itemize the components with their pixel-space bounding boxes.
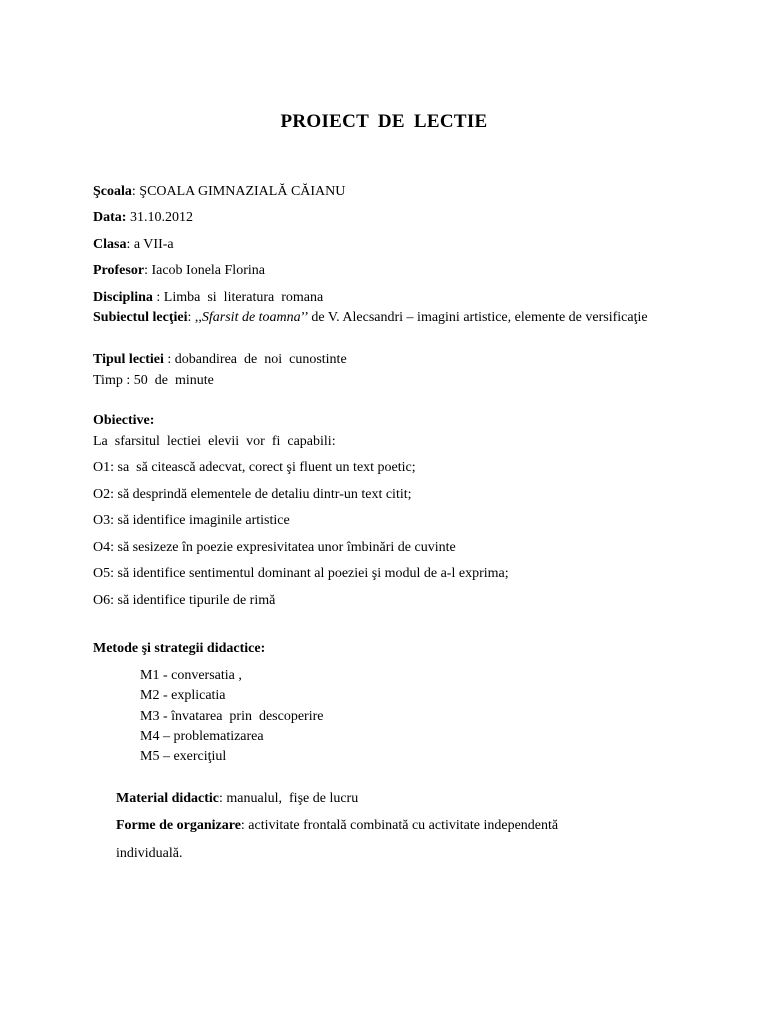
obiectiv-item: O5: să identifice sentimentul dominant al poeziei şi modul de a-l exprima; bbox=[93, 566, 509, 581]
scoala-label: Şcoala bbox=[93, 184, 132, 199]
data-value: 31.10.2012 bbox=[126, 210, 193, 225]
tip-value: : dobandirea de noi cunostinte bbox=[163, 352, 347, 367]
obiectiv-item: O3: să identifice imaginile artistice bbox=[93, 513, 290, 528]
scoala-value: : ŞCOALA GIMNAZIALĂ CĂIANU bbox=[131, 184, 346, 199]
scoala-line bbox=[93, 183, 345, 201]
metoda-item: M3 - învatarea prin descoperire bbox=[140, 709, 324, 724]
obiective-intro: La sfarsitul lectiei elevii vor fi capabili: bbox=[93, 434, 336, 449]
subiect-prefix: : ,, bbox=[187, 310, 202, 325]
subiect-label: Subiectul lecţiei bbox=[93, 310, 188, 325]
forme-label: Forme de organizare bbox=[116, 818, 241, 833]
disciplina-label: Disciplina bbox=[93, 290, 153, 305]
profesor-label: Profesor bbox=[93, 263, 145, 278]
profesor-line bbox=[93, 262, 265, 280]
clasa-label: Clasa bbox=[93, 237, 127, 252]
forme-line bbox=[116, 817, 558, 835]
disciplina-value: : Limba si literatura romana bbox=[152, 290, 324, 305]
obiectiv-item: O1: sa să citească adecvat, corect şi fluent un text poetic; bbox=[93, 460, 416, 475]
material-value: : manualul, fişe de lucru bbox=[219, 791, 359, 806]
data-label: Data: bbox=[93, 210, 127, 225]
metoda-item: M5 – exerciţiul bbox=[140, 749, 227, 764]
obiective-heading: Obiective: bbox=[93, 413, 155, 428]
data-line bbox=[93, 209, 193, 227]
obiectiv-item: O4: să sesizeze în poezie expresivitatea unor îmbinări de cuvinte bbox=[93, 540, 456, 555]
material-line bbox=[116, 790, 358, 808]
timp-line: Timp : 50 de minute bbox=[93, 373, 214, 388]
metoda-item: M1 - conversatia , bbox=[140, 668, 242, 683]
disciplina-line bbox=[93, 289, 323, 307]
document-title: PROIECT DE LECTIE bbox=[280, 111, 488, 132]
forme-value: : activitate frontală combinată cu activitate independentă bbox=[240, 818, 559, 833]
clasa-line bbox=[93, 236, 174, 254]
metode-heading: Metode şi strategii didactice: bbox=[93, 641, 266, 656]
tip-label: Tipul lectiei bbox=[93, 352, 164, 367]
subiect-rest: ’’ de V. Alecsandri – imagini artistice, elemente de versificaţie bbox=[300, 310, 648, 325]
obiectiv-item: O6: să identifice tipurile de rimă bbox=[93, 593, 276, 608]
subiect-paragraph bbox=[93, 308, 675, 328]
metoda-item: M2 - explicatia bbox=[140, 688, 226, 703]
subiect-poem-title: Sfarsit de toamna bbox=[201, 310, 301, 325]
profesor-value: : Iacob Ionela Florina bbox=[144, 263, 265, 278]
metoda-item: M4 – problematizarea bbox=[140, 729, 264, 744]
tip-line bbox=[93, 351, 347, 369]
material-label: Material didactic bbox=[116, 791, 220, 806]
obiectiv-item: O2: să desprindă elementele de detaliu dintr-un text citit; bbox=[93, 487, 412, 502]
clasa-value: : a VII-a bbox=[126, 237, 174, 252]
forme-continuation: individuală. bbox=[116, 846, 183, 861]
